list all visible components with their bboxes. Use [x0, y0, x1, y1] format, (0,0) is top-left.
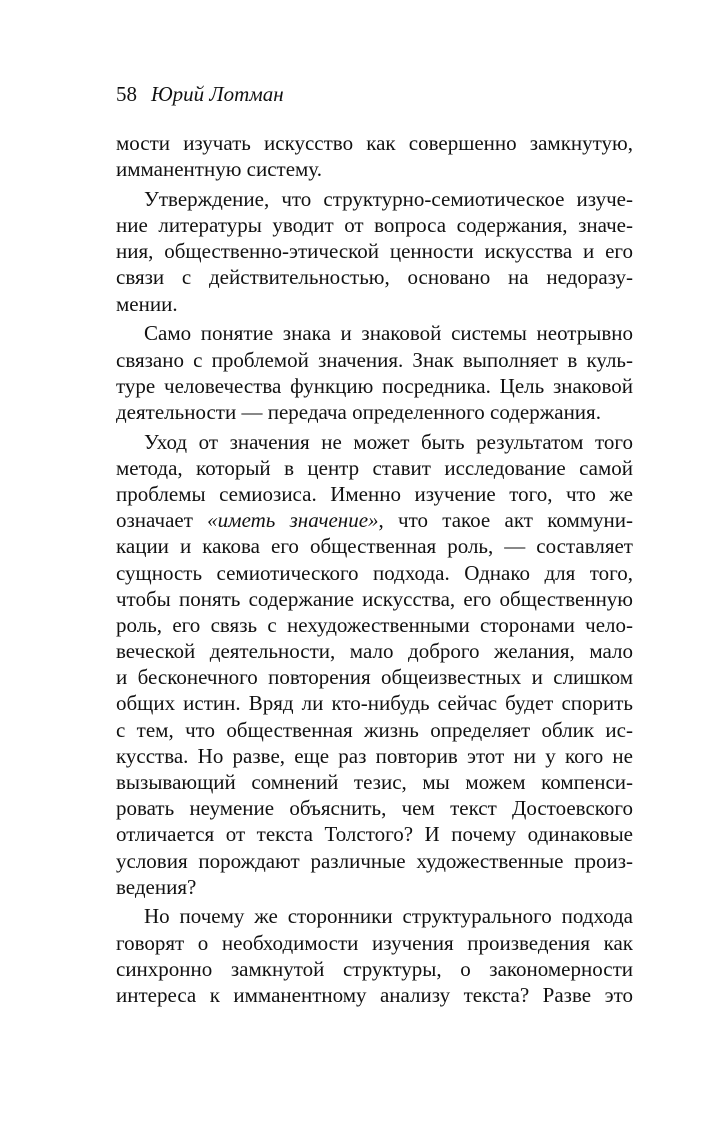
- paragraph-1: [116, 130, 633, 182]
- text-line: роль, его связь с нехудожественными сторонами чело-: [116, 612, 633, 637]
- text-line: Но почему же сторонники структурального подхода: [144, 904, 633, 929]
- text-line: чтобы понять содержание искусства, его общественную: [116, 586, 633, 611]
- text-line: Уход от значения не может быть результатом того: [144, 429, 633, 454]
- text-line: Само понятие знака и знаковой системы неотрывно: [144, 321, 633, 346]
- text-line: условия порождают различные художественные произ-: [116, 848, 633, 873]
- text-line: синхронно замкнутой структуры, о закономерности: [116, 956, 633, 981]
- text-line: интереса к имманентному анализу текста? Разве это: [116, 983, 633, 1007]
- text-line: связи с действительностью, основано на недоразу-: [116, 265, 633, 290]
- text-line: ние литературы уводит от вопроса содержания, значе-: [116, 213, 633, 238]
- text-line: с тем, что общественная жизнь определяет облик ис-: [116, 717, 633, 742]
- text-line: говорят о необходимости изучения произведения как: [116, 930, 633, 955]
- text-line: веческой деятельности, мало доброго желания, мало: [116, 639, 633, 664]
- text-line: деятельности — передача определенного содержания.: [116, 399, 601, 424]
- text-line-with-emphasis: означает «иметь значение», что такое акт коммуни-: [116, 508, 633, 533]
- text-line: ния, общественно-этической ценности искусства и его: [116, 239, 633, 264]
- text-line: кации и какова его общественная роль, — составляет: [116, 534, 633, 559]
- paragraph-2: [116, 186, 633, 317]
- text-line: вызывающий сомнений тезис, мы можем компенси-: [116, 770, 633, 794]
- text-line: мении.: [116, 291, 178, 316]
- text-line: сущность семиотического подхода. Однако для того,: [116, 560, 633, 585]
- book-page: [116, 80, 633, 1008]
- paragraph-4: [116, 429, 633, 900]
- text-line: проблемы семиозиса. Именно изучение того, что же: [116, 481, 633, 506]
- text-line: ведения?: [116, 874, 197, 899]
- text-line: мости изучать искусство как совершенно замкнутую,: [116, 131, 633, 155]
- paragraph-3: [116, 320, 633, 425]
- text-line: отличается от текста Толстого? И почему одинаковые: [116, 822, 633, 847]
- text-line: ровать неумение объяснить, чем текст Достоевского: [116, 796, 633, 821]
- text-line: и бесконечного повторения общеизвестных и слишком: [116, 665, 633, 690]
- text-line: Утверждение, что структурно-семиотическое изуче-: [144, 186, 633, 211]
- author-name: Юрий Лотман: [151, 82, 284, 106]
- text-line: связано с проблемой значения. Знак выполняет в куль-: [116, 347, 633, 372]
- emphasized-phrase: «иметь значение»: [207, 508, 379, 533]
- text-line: туре человечества функцию посредника. Цель знаковой: [116, 373, 633, 398]
- text-line: метода, который в центр ставит исследование самой: [116, 455, 633, 480]
- text-line: общих истин. Вряд ли кто-нибудь сейчас будет спорить: [116, 691, 633, 716]
- running-head: [116, 80, 633, 108]
- text-line: кусства. Но разве, еще раз повторив этот ни у кого не: [116, 743, 633, 768]
- text-line: имманентную систему.: [116, 157, 322, 182]
- page-number: 58: [116, 82, 137, 106]
- paragraph-5: [116, 903, 633, 1008]
